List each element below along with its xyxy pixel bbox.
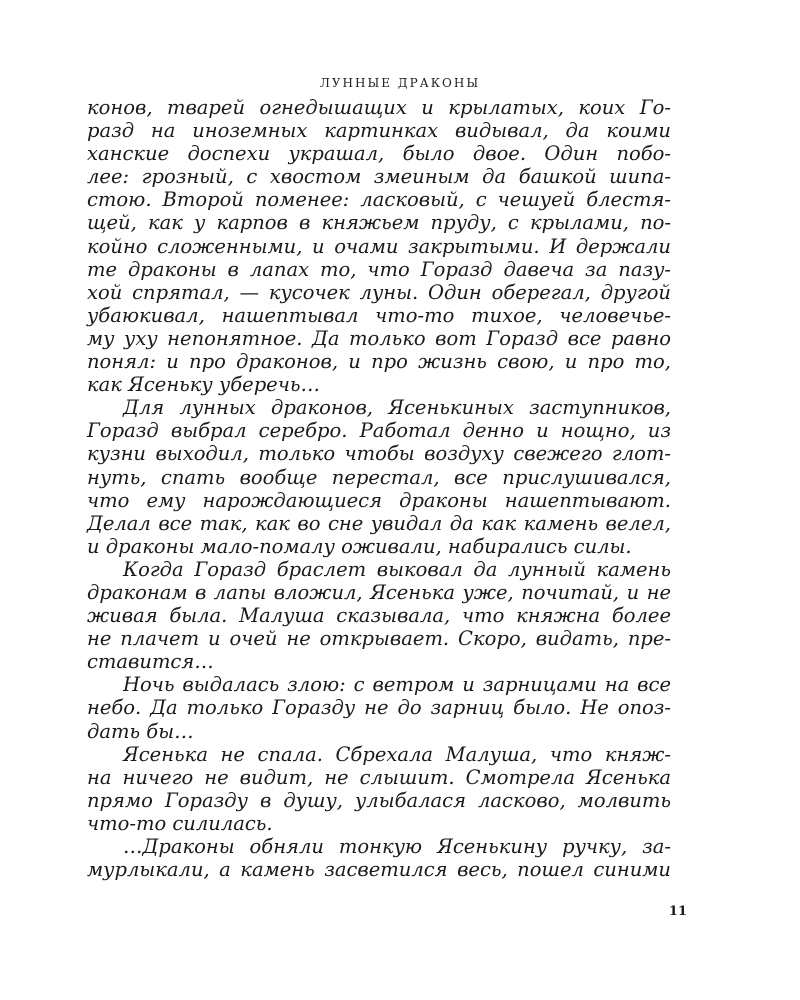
text-line: койно сложенными, и очами закрытыми. И держали [87, 234, 671, 258]
text-line: му уху непонятное. Да только вот Горазд все равно [87, 326, 671, 350]
text-line: ханские доспехи украшал, было двое. Один побо- [87, 142, 671, 166]
running-head: ЛУННЫЕ ДРАКОНЫ [319, 76, 481, 90]
text-line: небо. Да только Горазду не до зарниц было. Не опоз- [87, 696, 671, 720]
text-line: понял: и про драконов, и про жизнь свою, и про то, [87, 350, 671, 374]
text-line: хой спрятал, — кусочек луны. Один оберегал, другой [87, 280, 671, 304]
text-line: нуть, спать вообще перестал, все прислушивался, [87, 465, 671, 489]
page-number: 11 [668, 904, 687, 919]
text-line: на ничего не видит, не слышит. Смотрела Ясенька [87, 765, 671, 789]
text-line: как Ясеньку уберечь… [87, 373, 320, 397]
text-line: Для лунных драконов, Ясенькиных заступников, [123, 396, 671, 420]
text-line: лее: грозный, с хвостом змеиным да башкой шипа- [87, 165, 671, 189]
text-line: те драконы в лапах то, что Горазд давеча за пазу- [87, 257, 671, 281]
text-line: конов, тварей огнедышащих и крылатых, коих Го- [87, 96, 671, 119]
text-line: мурлыкали, а камень засветился весь, пошел синими [87, 858, 671, 882]
text-line: Когда Горазд браслет выковал да лунный камень [123, 557, 671, 581]
text-line: стою. Второй поменее: ласковый, с чешуей блестя- [87, 188, 671, 212]
text-line: и драконы мало-помалу оживали, набирались силы. [87, 534, 632, 558]
text-line: разд на иноземных картинках видывал, да коими [87, 119, 671, 143]
text-line: ставится… [87, 650, 214, 674]
text-line: …Драконы обняли тонкую Ясенькину ручку, за- [123, 835, 671, 858]
text-line: прямо Горазду в душу, улыбалася ласково, молвить [87, 788, 671, 812]
text-line: дать бы… [87, 719, 194, 743]
text-line: что ему нарождающиеся драконы нашептывают. [87, 488, 671, 512]
body-text [87, 96, 671, 881]
text-line: убаюкивал, нашептывал что-то тихое, человечье- [87, 303, 671, 327]
text-line: что-то силилась. [87, 811, 273, 835]
text-line: Ясенька не спала. Сбрехала Малуша, что княж- [123, 742, 671, 766]
text-line: живая была. Малуша сказывала, что княжна более [87, 604, 671, 628]
text-line: Делал все так, как во сне увидал да как камень велел, [87, 511, 671, 535]
text-line: кузни выходил, только чтобы воздуху свежего глот- [87, 442, 671, 466]
text-line: не плачет и очей не открывает. Скоро, видать, пре- [87, 627, 671, 651]
text-line: Горазд выбрал серебро. Работал денно и нощно, из [87, 419, 671, 443]
text-line: щей, как у карпов в княжьем пруду, с крылами, по- [87, 211, 671, 235]
text-line: драконам в лапы вложил, Ясенька уже, почитай, и не [87, 580, 671, 604]
text-line: Ночь выдалась злою: с ветром и зарницами на все [123, 673, 671, 697]
